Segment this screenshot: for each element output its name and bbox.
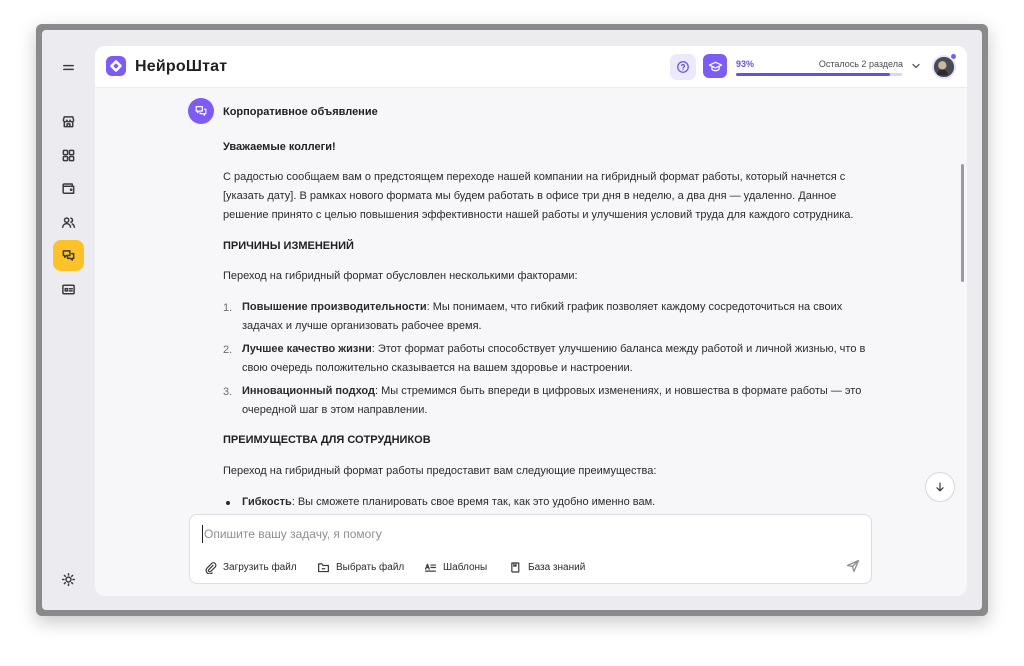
prompt-input[interactable] (202, 525, 842, 543)
main-panel (95, 46, 967, 596)
choose-file-button[interactable] (317, 559, 404, 575)
sidebar-item-wallet[interactable] (53, 173, 84, 204)
folder-icon (317, 561, 330, 574)
id-card-icon (61, 282, 76, 297)
question-icon (676, 60, 690, 74)
composer (189, 514, 872, 584)
learning-button[interactable] (703, 54, 727, 78)
chat-icon (61, 248, 76, 263)
assistant-avatar (188, 98, 214, 124)
top-bar (95, 46, 967, 88)
sidebar-item-apps[interactable] (53, 140, 84, 171)
upload-file-button[interactable] (204, 559, 297, 575)
list-item: Лучшее качество жизни: Этот формат работы способствует улучшению баланса между работой и личной жизнью, что в свою очередь положительно сказывается на вашем здоровье и настроении. (242, 343, 866, 374)
list-item: Инновационный подход: Мы стремимся быть впереди в цифровых изменениях, и новшества в формате работы — это очередной шаг в этом направлении. (242, 385, 862, 416)
section-heading-benefits: ПРЕИМУЩЕСТВА ДЛЯ СОТРУДНИКОВ (223, 434, 431, 446)
user-avatar-image (934, 57, 954, 77)
scroll-down-button[interactable] (925, 472, 955, 502)
knowledge-base-button[interactable] (509, 559, 585, 575)
theme-toggle-button[interactable] (53, 564, 84, 595)
sidebar-item-card[interactable] (53, 274, 84, 305)
templates-icon (424, 561, 437, 574)
list-number: 2. (223, 344, 233, 356)
list-item: Повышение производительности: Мы понимаем, что гибкий график позволяет каждому сосредоточиться на своих задачах и лучше организовать рабочее время. (242, 301, 843, 332)
choose-file-label: Выбрать файл (336, 561, 405, 573)
progress-bar (736, 73, 902, 76)
chevron-down-icon[interactable] (910, 60, 922, 72)
logo-icon (106, 56, 126, 76)
sidebar-item-chat[interactable] (53, 240, 84, 271)
bullet (226, 501, 230, 505)
knowledge-base-label: База знаний (528, 561, 586, 573)
app-window (42, 30, 982, 610)
notification-dot (950, 53, 957, 60)
intro-paragraph: С радостью сообщаем вам о предстоящем переходе нашей компании на гибридный формат работы, который начнется с [указать дату]. В рамках нового формата мы будем работать в офисе три дня в неделю, а два дня — удаленно. Данное решение принято с целью повышения эффективности нашей работы и улучшения условий труда для каждого сотрудника. (223, 171, 854, 221)
templates-label: Шаблоны (443, 561, 488, 573)
send-icon[interactable] (845, 558, 861, 574)
section-intro-benefits: Переход на гибридный формат работы предоставит вам следующие преимущества: (223, 465, 657, 477)
sidebar-item-store[interactable] (53, 106, 84, 137)
list-item: Гибкость: Вы сможете планировать свое время так, как это удобно именно вам. (242, 496, 656, 508)
greeting: Уважаемые коллеги! (223, 141, 336, 153)
section-heading-reasons: ПРИЧИНЫ ИЗМЕНЕНИЙ (223, 240, 354, 252)
book-icon (509, 561, 522, 574)
help-button[interactable] (670, 54, 696, 80)
scrollbar[interactable] (961, 164, 964, 282)
graduation-cap-icon (708, 59, 723, 74)
brand-name: НейроШтат (135, 58, 228, 75)
progress-bar-fill (736, 73, 890, 76)
grid-icon (61, 148, 76, 163)
sidebar (42, 30, 94, 610)
section-intro-reasons: Переход на гибридный формат обусловлен несколькими факторами: (223, 270, 578, 282)
upload-file-label: Загрузить файл (223, 561, 297, 573)
sun-icon (61, 572, 76, 587)
users-icon (61, 215, 76, 230)
list-number: 1. (223, 302, 233, 314)
list-number: 3. (223, 386, 233, 398)
store-icon (61, 114, 76, 129)
chat-icon (194, 104, 208, 118)
chat-content (95, 88, 967, 514)
menu-icon (61, 60, 76, 75)
sidebar-item-users[interactable] (53, 207, 84, 238)
arrow-down-icon (934, 481, 946, 493)
templates-button[interactable] (424, 559, 487, 575)
progress-remaining: Осталось 2 раздела (818, 59, 903, 69)
progress-percent: 93% (736, 59, 755, 69)
message-title: Корпоративное объявление (223, 106, 378, 118)
paperclip-icon (204, 561, 217, 574)
menu-button[interactable] (53, 52, 84, 83)
wallet-icon (61, 181, 76, 196)
